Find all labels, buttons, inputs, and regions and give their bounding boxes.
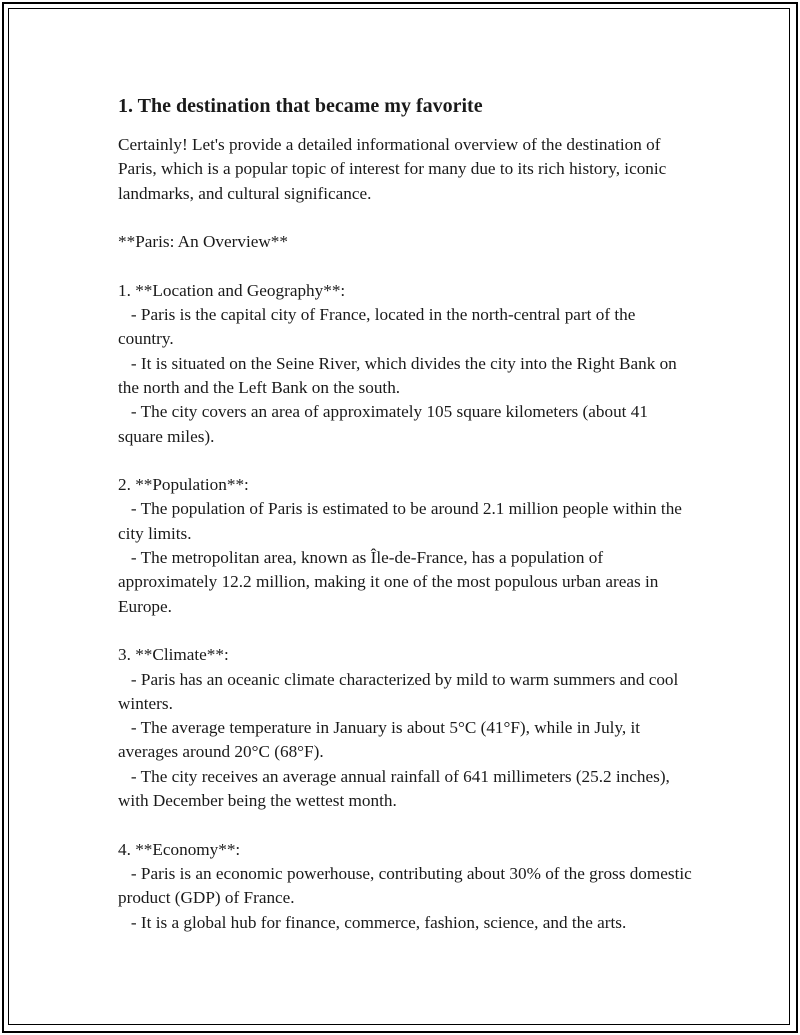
section-title: 1. **Location and Geography**:: [118, 280, 346, 300]
bullet-item: - It is situated on the Seine River, which divides the city into the Right Bank on the north and the Left Bank on the south.: [118, 353, 682, 397]
bullet-item: - It is a global hub for finance, commerce, fashion, science, and the arts.: [118, 912, 627, 932]
paragraph-gap: [118, 206, 693, 230]
paragraph-gap: [118, 254, 693, 278]
bullet-item: - The population of Paris is estimated to be around 2.1 million people within the city limits.: [118, 499, 687, 543]
section-title: 4. **Economy**:: [118, 839, 241, 859]
bullet-item: - The metropolitan area, known as Île-de-France, has a population of approximately 12.2 million, making it one of the most populous urban areas in Europe.: [118, 548, 663, 616]
paragraph-gap: [118, 619, 693, 643]
bullet-item: - Paris has an oceanic climate characterized by mild to warm summers and cool winters.: [118, 669, 683, 713]
section-economy: [118, 838, 697, 935]
section-title: 2. **Population**:: [118, 475, 249, 495]
intro-paragraph: Certainly! Let's provide a detailed informational overview of the destination of Paris, which is a popular topic of interest for many due to its rich history, iconic landmarks, and cultural significance.: [118, 135, 671, 203]
bullet-item: - The city receives an average annual rainfall of 641 millimeters (25.2 inches), with December being the wettest month.: [118, 766, 675, 811]
paragraph-gap: [118, 813, 693, 837]
section-title: 3. **Climate**:: [118, 645, 229, 665]
section-climate: [118, 643, 693, 813]
document-body: [118, 94, 697, 935]
bullet-item: - The average temperature in January is about 5°C (41°F), while in July, it averages around 20°C (68°F).: [118, 718, 645, 762]
document-heading: 1. The destination that became my favorite: [118, 95, 483, 117]
overview-title: **Paris: An Overview**: [118, 232, 288, 252]
bullet-item: - Paris is an economic powerhouse, contributing about 30% of the gross domestic product (GDP) of France.: [118, 863, 697, 908]
bullet-item: - The city covers an area of approximately 105 square kilometers (about 41 square miles).: [118, 402, 653, 446]
paragraph-gap: [118, 449, 693, 473]
section-location: [118, 279, 693, 449]
bullet-item: - Paris is the capital city of France, located in the north-central part of the country.: [118, 305, 640, 349]
section-population: [118, 473, 693, 619]
